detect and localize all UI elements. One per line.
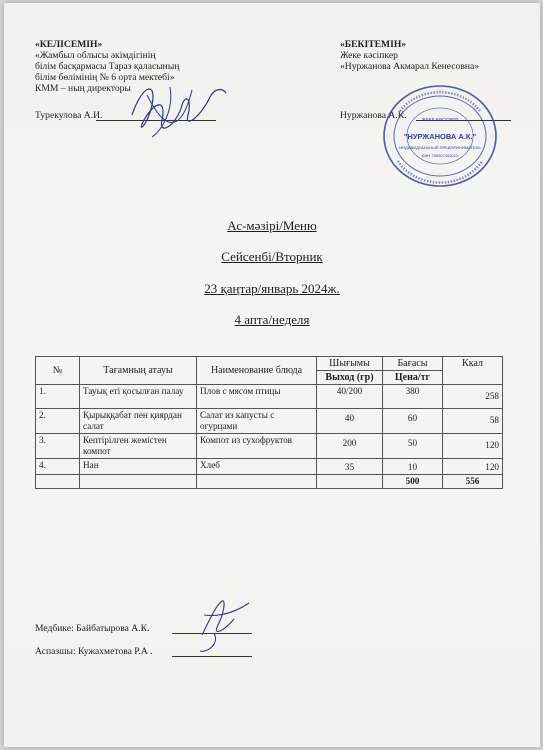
approval-line-2: «Нуржанова Акмарал Кенесовна»: [340, 61, 480, 72]
approval-signer: Нуржанова А.К.: [340, 110, 407, 121]
row-name-kz: Қырыққабат пен қиярдан салат: [80, 409, 197, 434]
row-name-kz: Нан: [80, 459, 197, 475]
stamp-sub-text: ИНДИВИДУАЛЬНЫЙ ПРЕДПРИНИМАТЕЛЬ: [399, 145, 481, 150]
stamp-center-text: "НУРЖАНОВА А.К.": [403, 132, 477, 141]
agreement-line-2: білім басқармасы Тараз қаласының: [35, 61, 180, 72]
row-kcal: 58: [443, 409, 503, 434]
row-name-ru: Салат из капусты с огурцами: [197, 409, 317, 434]
table-row: [36, 409, 503, 434]
cook-label: Аспазшы: Кужахметова Р.А .: [35, 646, 153, 657]
table-row: [36, 434, 503, 459]
week-title: 4 апта/неделя: [234, 312, 310, 327]
row-price: 50: [383, 434, 443, 459]
row-yield: 35: [317, 459, 383, 475]
menu-title: Ас-мәзірі/Меню: [227, 218, 317, 233]
table-row: [36, 385, 503, 409]
stamp-small-text: ЖЕКЕ КӘСІПКЕР: [421, 117, 459, 122]
row-name-ru: Плов с мясом птицы: [197, 385, 317, 409]
total-price: 500: [383, 475, 443, 489]
approval-line-1: Жеке кәсіпкер: [340, 50, 398, 61]
agreement-line-3: білім бөлімінің № 6 орта мектебі»: [35, 72, 175, 83]
company-stamp: [380, 81, 500, 191]
header-num: №: [36, 357, 80, 385]
stamp-bin-text: БИН 790007402021: [421, 153, 459, 158]
director-signature: [122, 75, 232, 145]
document-page: [4, 3, 540, 747]
row-price: 10: [383, 459, 443, 475]
header-yield-ru: Выход (гр): [317, 371, 383, 385]
agreement-line-1: «Жамбыл облысы әкімдігінің: [35, 50, 156, 61]
header-name-kz: Тағамның атауы: [80, 357, 197, 385]
row-price: 380: [383, 385, 443, 409]
total-kcal: 556: [443, 475, 503, 489]
agreement-heading: «КЕЛІСЕМІН»: [35, 39, 103, 50]
row-name-ru: Хлеб: [197, 459, 317, 475]
row-kcal: 120: [443, 434, 503, 459]
agreement-signer: Турекулова А.И.: [35, 110, 103, 121]
header-price-kz: Бағасы: [383, 357, 443, 371]
table-total-row: [36, 475, 503, 489]
row-yield: 200: [317, 434, 383, 459]
header-price-ru: Цена/тг: [383, 371, 443, 385]
row-yield: 40/200: [317, 385, 383, 409]
nurse-label: Медбике: Байбатырова А.К.: [35, 623, 150, 634]
row-yield: 40: [317, 409, 383, 434]
table-row: [36, 459, 503, 475]
row-name-ru: Компот из сухофруктов: [197, 434, 317, 459]
row-num: 1.: [36, 385, 80, 409]
menu-table: [35, 356, 503, 489]
header-yield-kz: Шығымы: [317, 357, 383, 371]
nurse-signature: [194, 595, 254, 657]
row-num: 4.: [36, 459, 80, 475]
row-kcal: 258: [443, 385, 503, 409]
row-num: 3.: [36, 434, 80, 459]
day-title: Сейсенбі/Вторник: [221, 249, 323, 264]
row-num: 2.: [36, 409, 80, 434]
date-title: 23 қаңтар/январь 2024ж.: [204, 281, 340, 296]
row-kcal: 120: [443, 459, 503, 475]
row-name-kz: Кептірілген жемістен компот: [80, 434, 197, 459]
row-price: 60: [383, 409, 443, 434]
header-name-ru: Наименование блюда: [197, 357, 317, 385]
agreement-line-4: КММ – ның директоры: [35, 83, 131, 94]
table-header-row: [36, 357, 503, 371]
header-kcal: Ккал: [443, 357, 503, 385]
approval-heading: «БЕКІТЕМІН»: [340, 39, 407, 50]
row-name-kz: Тауық еті қосылған палау: [80, 385, 197, 409]
